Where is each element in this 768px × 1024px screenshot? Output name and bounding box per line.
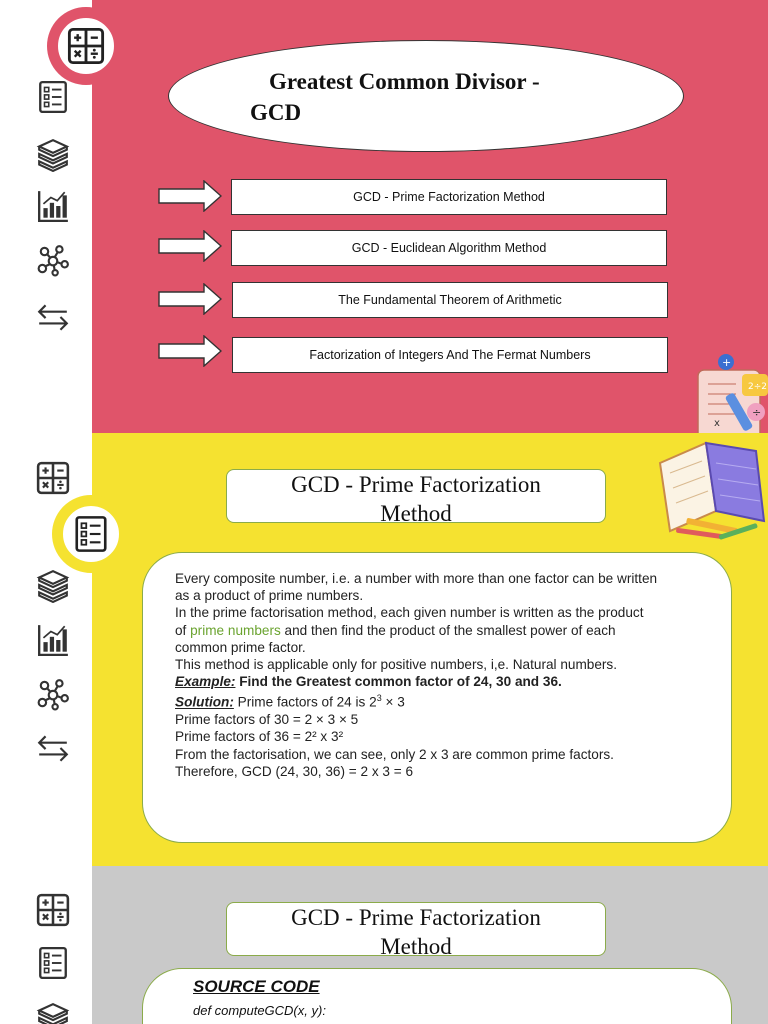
text-line: This method is applicable only for positive numbers, i,e. Natural numbers. (175, 657, 618, 673)
slide-source-code (0, 866, 768, 1024)
text-fragment: × 3 (381, 694, 405, 710)
solution-line (175, 690, 705, 711)
text-line: Prime factors of 36 = 2² x 3² (175, 729, 344, 745)
swap-arrows-icon[interactable] (36, 731, 70, 765)
solution-label: Solution: (175, 694, 234, 710)
menu-link-euclidean[interactable]: GCD - Euclidean Algorithm Method (231, 230, 667, 266)
text-line: common prime factor. (175, 639, 306, 655)
svg-text:x: x (714, 418, 720, 429)
menu-link-fermat-numbers[interactable]: Factorization of Integers And The Fermat Numbers (232, 337, 668, 373)
text-line: Therefore, GCD (24, 30, 36) = 2 x 3 = 6 (175, 763, 414, 779)
molecule-icon[interactable] (36, 677, 70, 711)
example-line (175, 673, 705, 690)
right-arrow-icon (158, 180, 222, 212)
example-label: Example: (175, 674, 236, 690)
right-arrow-icon (158, 230, 222, 262)
text-line (175, 622, 705, 639)
left-rail (0, 866, 92, 1024)
slide-prime-factorization (0, 433, 768, 866)
calculator-icon[interactable] (36, 893, 70, 927)
checklist-icon (72, 515, 110, 553)
right-arrow-icon (158, 335, 222, 367)
menu-link-fundamental-theorem[interactable]: The Fundamental Theorem of Arithmetic (232, 282, 668, 318)
section-heading (226, 469, 606, 526)
text-line: Prime factors of 30 = 2 × 3 × 5 (175, 712, 359, 728)
books-icon[interactable] (36, 1002, 70, 1024)
page-title-line2: GCD (250, 100, 302, 125)
explanation-text (175, 570, 705, 780)
notebook-pencils-clipart (656, 433, 768, 543)
text-line: Every composite number, i.e. a number with more than one factor can be written (175, 571, 658, 586)
text-fragment: of (175, 622, 191, 638)
section-heading (226, 902, 606, 959)
calculator-icon[interactable] (36, 461, 70, 495)
heading-line1: GCD - Prime Factorization (291, 905, 541, 930)
svg-text:2÷2: 2÷2 (748, 382, 767, 392)
code-line: def computeGCD(x, y): (193, 1003, 326, 1018)
source-code-title: SOURCE CODE (193, 977, 320, 996)
active-calculator-button[interactable] (47, 7, 125, 85)
page-title-line1: Greatest Common Divisor - (269, 69, 540, 94)
bar-chart-icon[interactable] (36, 189, 70, 223)
right-arrow-icon (158, 283, 222, 315)
text-fragment: and then find the product of the smallest power of each (280, 622, 616, 638)
checklist-icon[interactable] (36, 946, 70, 980)
heading-line1: GCD - Prime Factorization (291, 472, 541, 497)
text-line: In the prime factorisation method, each given number is written as the product (175, 605, 644, 621)
math-notebook-clipart (690, 352, 768, 433)
heading-line2: Method (380, 934, 452, 959)
explanation-card (142, 552, 732, 843)
text-line: From the factorisation, we can see, only 2 x 3 are common prime factors. (175, 746, 614, 762)
checklist-icon[interactable] (36, 80, 70, 114)
bar-chart-icon[interactable] (36, 623, 70, 657)
books-icon[interactable] (36, 138, 70, 172)
svg-text:÷: ÷ (752, 406, 762, 419)
calculator-icon (67, 27, 105, 65)
prime-numbers-link[interactable]: prime numbers (190, 622, 281, 638)
heading-line2: Method (380, 501, 452, 526)
exponent: 3 (376, 693, 382, 704)
title-oval (168, 40, 684, 152)
text-fragment: Prime factors of 24 is 2 (233, 694, 377, 710)
active-checklist-button[interactable] (52, 495, 130, 573)
text-line: as a product of prime numbers. (175, 588, 364, 604)
svg-text:+: + (722, 356, 732, 369)
example-text: Find the Greatest common factor of 24, 30 and 36. (235, 674, 562, 690)
swap-arrows-icon[interactable] (36, 300, 70, 334)
slide-title-menu (0, 0, 768, 433)
books-icon[interactable] (36, 569, 70, 603)
molecule-icon[interactable] (36, 243, 70, 277)
source-code-card (142, 968, 732, 1024)
menu-link-prime-factorization[interactable]: GCD - Prime Factorization Method (231, 179, 667, 215)
